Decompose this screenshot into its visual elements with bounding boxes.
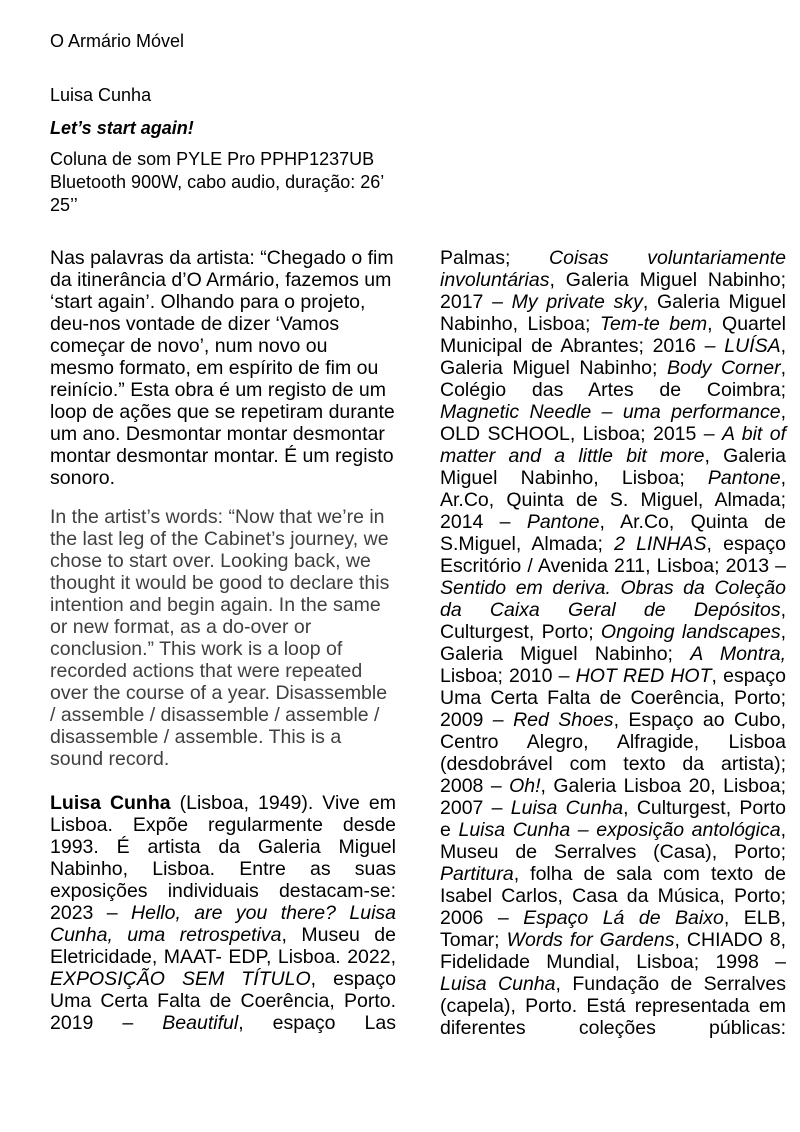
italic-text-run: Sentido em deriva. Obras da Coleção da Caixa Geral de Depósitos <box>440 577 786 621</box>
italic-text-run: Ongoing landscapes <box>600 621 781 643</box>
italic-text-run: Oh! <box>509 775 541 797</box>
text-run: , Ar.Co, Quinta de S. Miguel, Almada; 2014 – <box>440 467 786 533</box>
text-run: , Galeria Miguel Nabinho, Lisboa; <box>440 445 786 489</box>
text-run: , Fundação de Serralves (capela), Porto. Está representada em diferentes coleções públicas: <box>440 973 787 1039</box>
text-run: , Quartel Municipal de Abrantes; 2016 – <box>440 313 786 357</box>
italic-text-run: My private sky <box>511 291 643 313</box>
paragraph-biography-continued <box>440 247 786 1039</box>
italic-text-run: Red Shoes <box>513 709 614 731</box>
italic-text-run: Pantone <box>526 511 600 533</box>
work-title: Let’s start again! <box>50 118 194 138</box>
text-run: , espaço Las <box>238 1012 396 1034</box>
italic-text-run: EXPOSIÇÃO SEM TÍTULO <box>50 968 311 990</box>
text-run: , Culturgest, Porto e <box>440 797 787 841</box>
text-run: , espaço Uma Certa Falta de Coerência, Porto; 2009 – <box>440 665 786 731</box>
text-run: , Museu de Eletricidade, MAAT- EDP, Lisboa. 2022, <box>50 924 396 968</box>
italic-text-run: Partitura <box>440 863 514 885</box>
italic-text-run: Body Corner <box>666 357 781 379</box>
italic-text-run: Magnetic Needle – uma performance <box>440 401 781 423</box>
work-details: Coluna de som PYLE Pro PPHP1237UB Bluetooth 900W, cabo audio, duração: 26’ 25’’ <box>50 149 384 215</box>
italic-text-run: Pantone <box>707 467 781 489</box>
paragraph-artist-statement-pt: Nas palavras da artista: “Chegado o fim da itinerância d’O Armário, fazemos um ‘start again’. Olhando para o projeto, deu-nos vontade de dizer ‘Vamos começar de novo’, num novo ou mesmo formato, em espírito de fim ou reinício.” Esta obra é um registo de um loop de ações que se repetiram durante um ano. Desmontar montar desmontar montar desmontar montar. É um registo sonoro. <box>50 247 395 489</box>
bold-text-run: Luisa Cunha <box>50 792 171 814</box>
left-column <box>50 247 396 1034</box>
text-run: , Galeria Miguel Nabinho; <box>440 621 786 665</box>
text-run: Palmas; <box>440 247 550 269</box>
italic-text-run: Beautiful <box>162 1012 239 1034</box>
text-run: , Museu de Serralves (Casa), Porto; <box>440 819 786 863</box>
artist-name: Luisa Cunha <box>50 85 152 105</box>
italic-text-run: Luisa Cunha <box>510 797 624 819</box>
text-run: , espaço Escritório / Avenida 211, Lisboa; 2013 – <box>440 533 786 577</box>
italic-text-run: 2 LINHAS <box>614 533 707 555</box>
italic-text-run: A Montra, <box>690 643 786 665</box>
document-header <box>50 30 412 217</box>
text-run: , Colégio das Artes de Coimbra; <box>440 357 786 401</box>
text-run: , Ar.Co, Quinta de S.Miguel, Almada; <box>440 511 786 555</box>
text-run: , ELB, Tomar; <box>440 907 786 951</box>
italic-text-run: Hello, are you there? Luisa Cunha, uma retrospetiva <box>50 902 397 946</box>
italic-text-run: Luisa Cunha – exposição antológica <box>458 819 781 841</box>
text-run: , Culturgest, Porto; <box>440 599 786 643</box>
paragraph-biography-start <box>50 792 396 1034</box>
italic-text-run: A bit of matter and a little bit more <box>440 423 786 467</box>
italic-text-run: Luisa Cunha <box>440 973 556 995</box>
italic-text-run: Tem-te bem <box>599 313 708 335</box>
text-run: , Espaço ao Cubo, Centro Alegro, Alfragide, Lisboa (desdobrável com texto da artista); 2008 – <box>440 709 787 797</box>
italic-text-run: Coisas voluntariamente involuntárias <box>440 247 786 291</box>
italic-text-run: LUÍSA <box>724 335 781 357</box>
italic-text-run: Espaço Lá de Baixo <box>523 907 724 929</box>
page-title: O Armário Móvel <box>50 31 185 51</box>
paragraph-artist-statement-en: In the artist’s words: “Now that we’re in the last leg of the Cabinet’s journey, we chose to start over. Looking back, we thought it would be good to declare this intention and begin again. In the same or new format, as a do-over or conclusion.” This work is a loop of recorded actions that were repeated over the course of a year. Disassemble / assemble / disassemble / assemble / disassemble / assemble. This is a sound record. <box>50 506 390 770</box>
text-run: , Galeria Miguel Nabinho; <box>440 335 786 379</box>
text-run: , CHIADO 8, Fidelidade Mundial, Lisboa; 1998 – <box>440 929 786 973</box>
text-run: , Galeria Miguel Nabinho; 2017 – <box>440 269 786 313</box>
text-run: , Galeria Miguel Nabinho, Lisboa; <box>440 291 787 335</box>
right-column <box>440 247 786 1039</box>
text-run: , folha de sala com texto de Isabel Carlos, Casa da Música, Porto; 2006 – <box>440 863 786 929</box>
text-run: Lisboa; 2010 – <box>440 665 576 687</box>
italic-text-run: Words for Gardens <box>506 929 675 951</box>
text-run: , OLD SCHOOL, Lisboa; 2015 – <box>440 401 786 445</box>
text-run: , espaço Uma Certa Falta de Coerência, Porto. 2019 – <box>50 968 397 1034</box>
italic-text-run: HOT RED HOT <box>575 665 712 687</box>
text-run: (Lisboa, 1949). Vive em Lisboa. Expõe regularmente desde 1993. É artista da Galeria Miguel Nabinho, Lisboa. Entre as suas exposições individuais destacam-se: 2023 – <box>50 792 396 924</box>
text-run: , Galeria Lisboa 20, Lisboa; 2007 – <box>440 775 786 819</box>
